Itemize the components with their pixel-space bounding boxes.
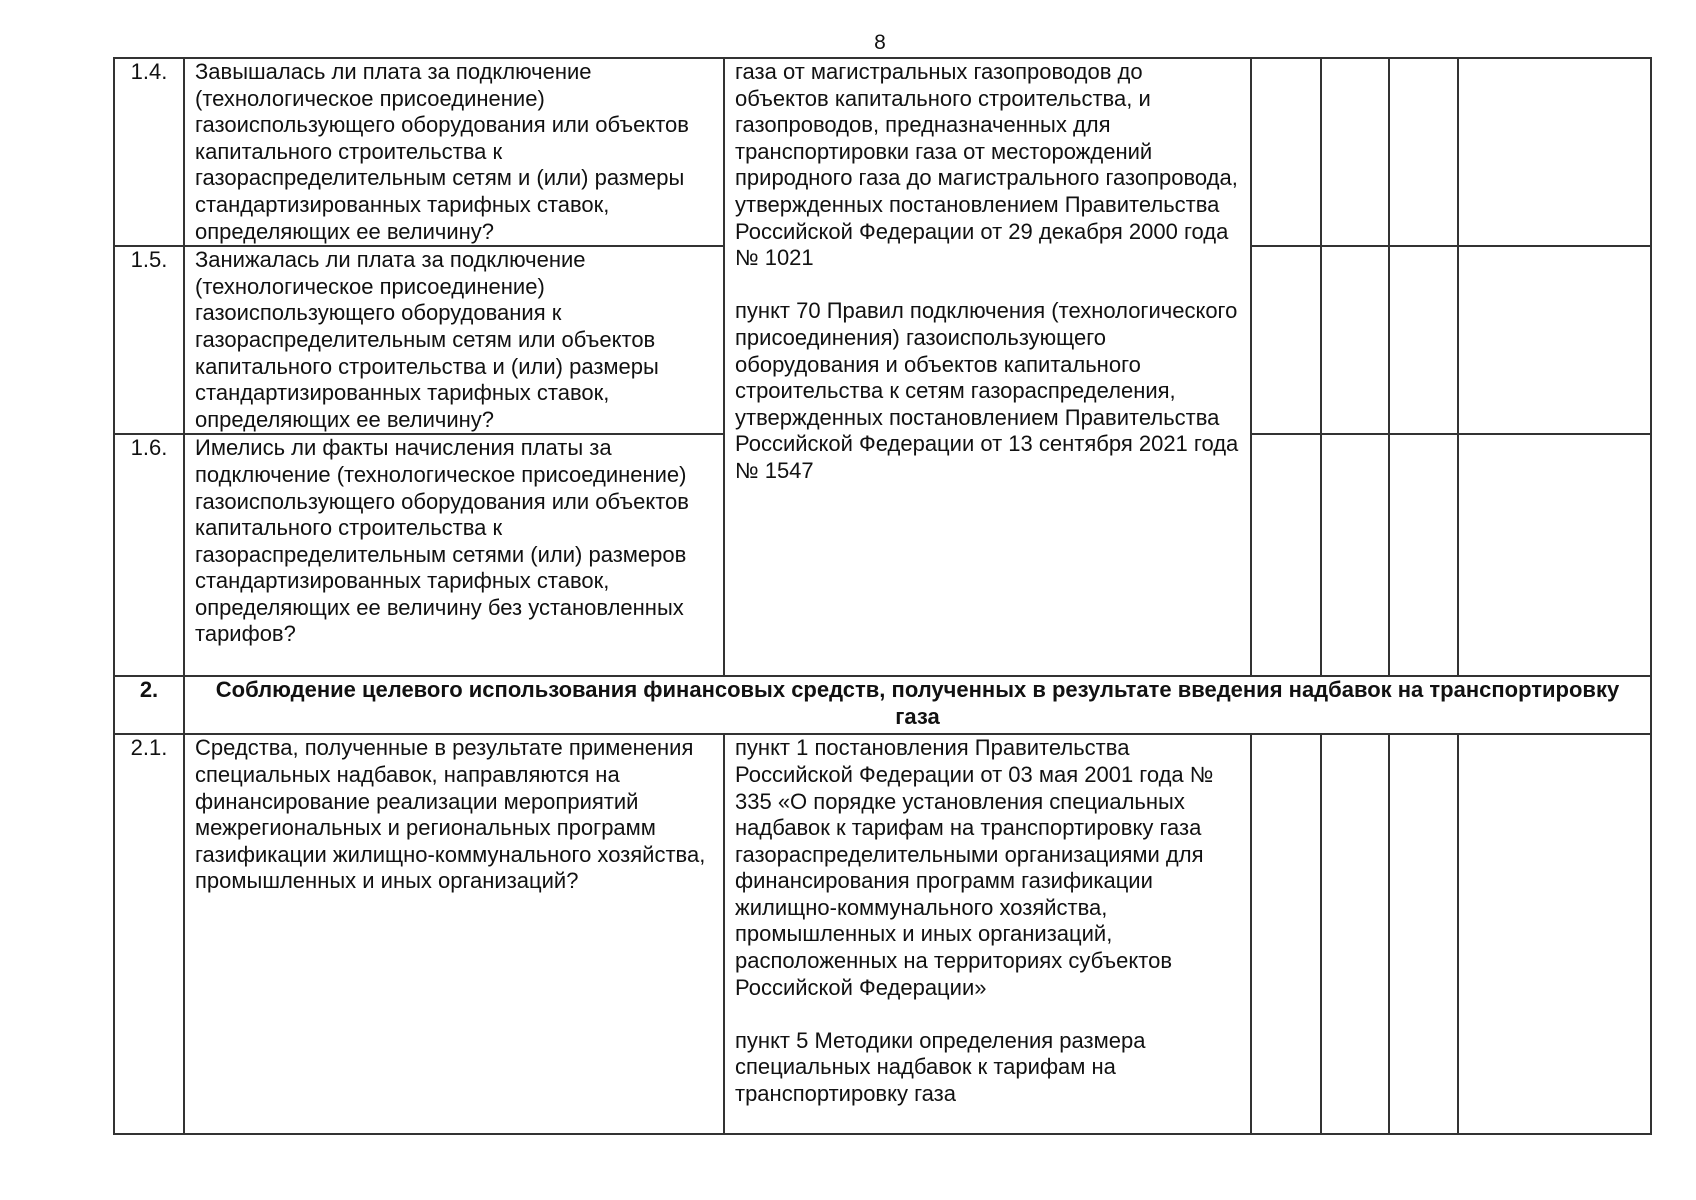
answer-cell-yes[interactable] bbox=[1251, 246, 1321, 434]
answer-cell-na[interactable] bbox=[1389, 734, 1458, 1134]
legal-reference-cell bbox=[724, 734, 1251, 1134]
section-title: Соблюдение целевого использования финансовых средств, полученных в результате введения надбавок на транспортировку газа bbox=[184, 676, 1651, 734]
legal-reference-cell bbox=[724, 58, 1251, 676]
reference-paragraph: пункт 5 Методики определения размера специальных надбавок к тарифам на транспортировку газа bbox=[735, 1027, 1146, 1107]
question-cell: Занижалась ли плата за подключение (технологическое присоединение) газоиспользующего оборудования к газораспределительным сетям или объектов капитального строительства и (или) размеры стандартизированных тарифных ставок, определяющих ее величину? bbox=[184, 246, 724, 434]
question-cell: Завышалась ли плата за подключение (технологическое присоединение) газоиспользующего оборудования или объектов капитального строительства к газораспределительным сетям и (или) размеры стандартизированных тарифных ставок, определяющих ее величину? bbox=[184, 58, 724, 246]
notes-cell[interactable] bbox=[1458, 434, 1651, 676]
reference-paragraph: газа от магистральных газопроводов до объектов капитального строительства, и газопроводов, предназначенных для транспортировки газа от месторождений природного газа до магистрального газопровода, утвержденных постановлением Правительства Российской Федерации от 29 декабря 2000 года № 1021 bbox=[735, 59, 1238, 271]
reference-paragraph: пункт 70 Правил подключения (технологического присоединения) газоиспользующего оборудования и объектов капитального строительства к сетям газораспределения, утвержденных постановлением Правительства Российской Федерации от 13 сентября 2021 года № 1547 bbox=[735, 298, 1239, 483]
page-number: 8 bbox=[874, 31, 886, 54]
section-number: 2. bbox=[114, 676, 184, 734]
section-header-row bbox=[114, 676, 1651, 734]
question-cell: Средства, полученные в результате применения специальных надбавок, направляются на финансирование реализации мероприятий межрегиональных и региональных программ газификации жилищно-коммунального хозяйства, промышленных и иных организаций? bbox=[184, 734, 724, 1134]
checklist-table bbox=[113, 57, 1652, 1135]
answer-cell-no[interactable] bbox=[1321, 434, 1389, 676]
answer-cell-yes[interactable] bbox=[1251, 58, 1321, 246]
row-number: 1.5. bbox=[114, 246, 184, 434]
notes-cell[interactable] bbox=[1458, 246, 1651, 434]
notes-cell[interactable] bbox=[1458, 734, 1651, 1134]
answer-cell-no[interactable] bbox=[1321, 734, 1389, 1134]
answer-cell-na[interactable] bbox=[1389, 434, 1458, 676]
question-cell: Имелись ли факты начисления платы за подключение (технологическое присоединение) газоиспользующего оборудования или объектов капитального строительства к газораспределительным сетями (или) размеров стандартизированных тарифных ставок, определяющих ее величину без установленных тарифов? bbox=[184, 434, 724, 676]
notes-cell[interactable] bbox=[1458, 58, 1651, 246]
answer-cell-na[interactable] bbox=[1389, 58, 1458, 246]
reference-paragraph: пункт 1 постановления Правительства Российской Федерации от 03 мая 2001 года № 335 «О порядке установления специальных надбавок к тарифам на транспортировку газа газораспределительными организациями для финансирования программ газификации жилищно-коммунального хозяйства, промышленных и иных организаций, расположенных на территориях субъектов Российской Федерации» bbox=[735, 735, 1214, 1000]
table-row-2-1 bbox=[114, 734, 1651, 1134]
answer-cell-no[interactable] bbox=[1321, 58, 1389, 246]
answer-cell-no[interactable] bbox=[1321, 246, 1389, 434]
row-number: 1.6. bbox=[114, 434, 184, 676]
answer-cell-na[interactable] bbox=[1389, 246, 1458, 434]
row-number: 2.1. bbox=[114, 734, 184, 1134]
row-number: 1.4. bbox=[114, 58, 184, 246]
answer-cell-yes[interactable] bbox=[1251, 434, 1321, 676]
answer-cell-yes[interactable] bbox=[1251, 734, 1321, 1134]
table-row-1-4 bbox=[114, 58, 1651, 246]
